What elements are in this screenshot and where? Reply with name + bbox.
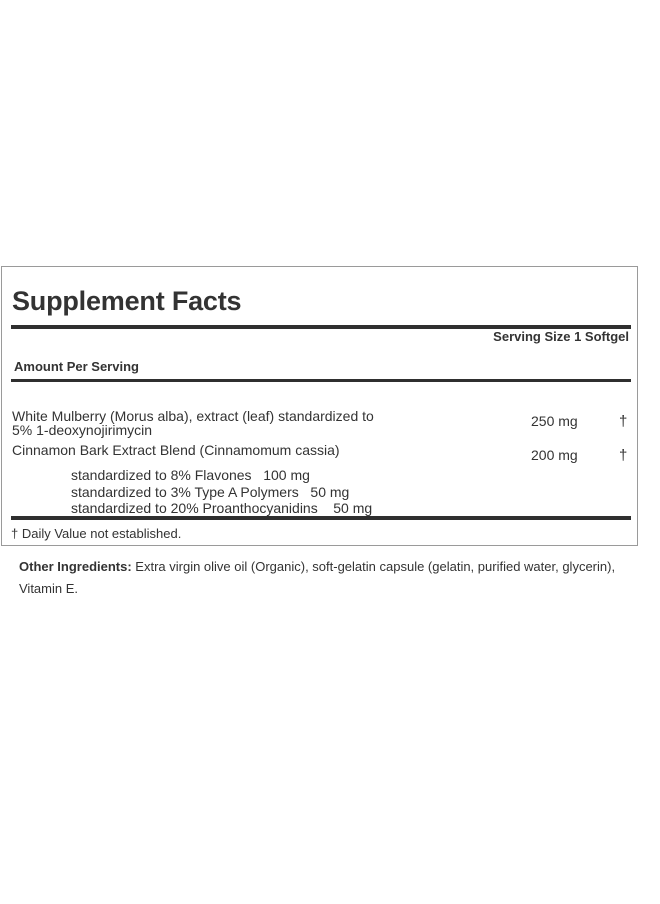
ingredient-cinnamon-dv: † bbox=[619, 447, 628, 464]
ingredient-name-line: White Mulberry (Morus alba), extract (leaf) standardized to bbox=[12, 408, 374, 424]
other-ingredients bbox=[19, 556, 619, 600]
supplement-facts-panel bbox=[1, 266, 638, 546]
sub-ingredient-type-a-polymers: standardized to 3% Type A Polymers 50 mg bbox=[71, 484, 350, 500]
footer-divider bbox=[11, 516, 631, 520]
other-ingredients-label: Other Ingredients: bbox=[19, 559, 132, 574]
ingredient-white-mulberry-name bbox=[12, 409, 374, 437]
other-ingredients-text: Extra virgin olive oil (Organic), soft-gelatin capsule (gelatin, purified water, glycerin), Vitamin E. bbox=[19, 559, 616, 596]
serving-size: Serving Size 1 Softgel bbox=[493, 329, 629, 344]
sub-ingredient-proanthocyanidins: standardized to 20% Proanthocyanidins 50 mg bbox=[71, 500, 373, 516]
daily-value-footnote: † Daily Value not established. bbox=[11, 526, 182, 541]
ingredient-cinnamon-name: Cinnamon Bark Extract Blend (Cinnamomum cassia) bbox=[12, 442, 340, 458]
sub-ingredient-flavones: standardized to 8% Flavones 100 mg bbox=[71, 467, 310, 483]
ingredient-white-mulberry-dv: † bbox=[619, 413, 628, 430]
panel-title: Supplement Facts bbox=[12, 286, 242, 316]
ingredient-white-mulberry-amount: 250 mg bbox=[531, 413, 578, 429]
ingredient-cinnamon-amount: 200 mg bbox=[531, 447, 578, 463]
ingredient-name-line: 5% 1-deoxynojirimycin bbox=[12, 422, 153, 438]
header-divider bbox=[11, 379, 631, 382]
amount-per-serving-heading: Amount Per Serving bbox=[14, 359, 139, 374]
